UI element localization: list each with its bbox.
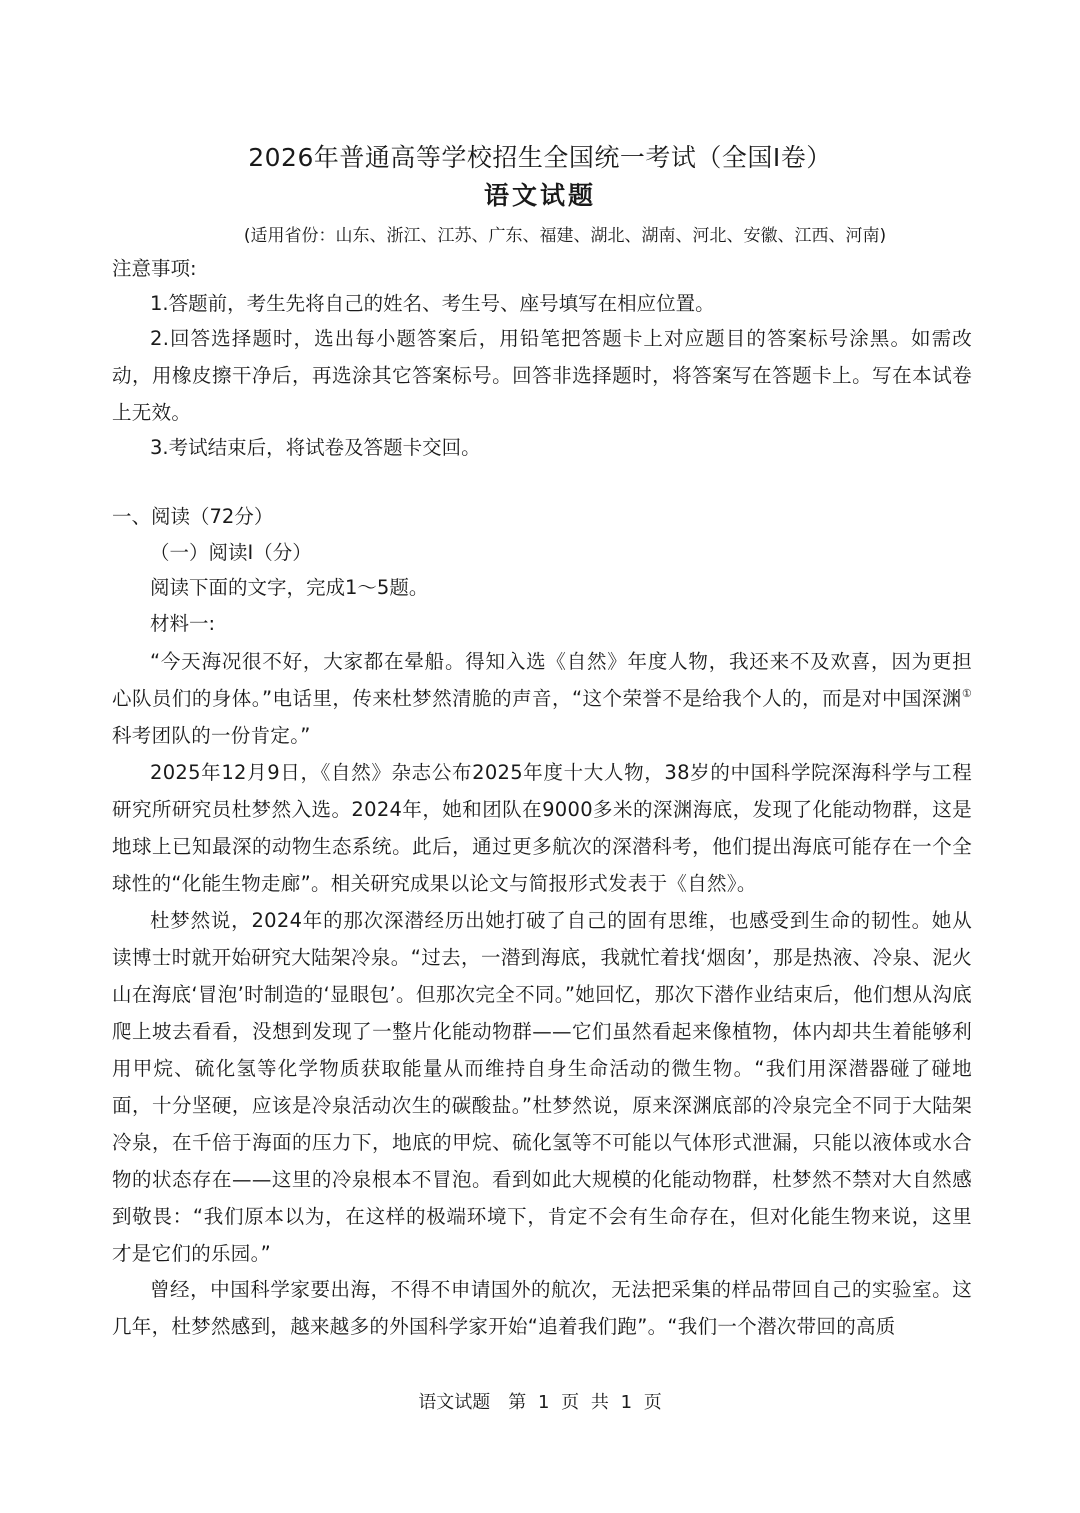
passage-p1-text-end: 科考团队的一份肯定。” — [112, 724, 311, 747]
page-footer: 语文试题 第 1 页 共 1 页 — [418, 1392, 662, 1413]
passage-paragraph-3: 杜梦然说，2024年的那次深潜经历出她打破了自己的固有思维，也感受到生命的韧性。她从读博士时就开始研究大陆架冷泉。“过去，一潜到海底，我就忙着找‘烟囱’，那是热液、冷泉、泥火山在海底‘冒泡’时制造的‘显眼包’。但那次完全不同。”她回忆，那次下潜作业结束后，他们想从沟底爬上坡去看看，没想到发现了一整片化能动物群——它们虽然看起来像植物，体内却共生着能够利用甲烷、硫化氢等化学物质获取能量从而维持自身生命活动的微生物。“我们用深潜器碰了碰地面，十分坚硬，应该是冷泉活动次生的碳酸盐。”杜梦然说，原来深渊底部的冷泉完全不同于大陆架冷泉，在千倍于海面的压力下，地底的甲烷、硫化氢等不可能以气体形式泄漏，只能以液体或水合物的状态存在——这里的冷泉根本不冒泡。看到如此大规模的化能动物群，杜梦然不禁对大自然感到敬畏：“我们原本以为，在这样的极端环境下，肯定不会有生命存在，但对化能生物来说，这里才是它们的乐园。” — [112, 909, 972, 1265]
passage-p1-text: “今天海况很不好，大家都在晕船。得知入选《自然》年度人物，我还来不及欢喜，因为更担心队员们的身体。”电话里，传来杜梦然清脆的声音，“这个荣誉不是给我个人的，而是对中国深渊 — [112, 650, 972, 710]
section-heading: 一、阅读（72分） — [112, 505, 274, 528]
passage-paragraph-4: 曾经，中国科学家要出海，不得不申请国外的航次，无法把采集的样品带回自己的实验室。这几年，杜梦然感到，越来越多的外国科学家开始“追着我们跑”。“我们一个潜次带回的高质 — [112, 1278, 972, 1338]
passage-paragraph-2: 2025年12月9日，《自然》杂志公布2025年度十大人物，38岁的中国科学院深海科学与工程研究所研究员杜梦然入选。2024年，她和团队在9000多米的深渊海底，发现了化能动物群，这是地球上已知最深的动物生态系统。此后，通过更多航次的深潜科考，他们提出海底可能存在一个全球性的“化能生物走廊”。相关研究成果以论文与简报形式发表于《自然》。 — [112, 761, 972, 895]
reading-instruction: 阅读下面的文字，完成1～5题。 — [150, 576, 429, 599]
exam-subject-title: 语文试题 — [483, 181, 596, 210]
notice-item-1: 1.答题前，考生先将自己的姓名、考生号、座号填写在相应位置。 — [150, 292, 715, 315]
notice-heading: 注意事项: — [112, 257, 197, 280]
sub-section-heading: （一）阅读Ⅰ（分） — [150, 541, 312, 564]
exam-title: 2026年普通高等学校招生全国统一考试（全国Ⅰ卷） — [248, 143, 832, 172]
material-label: 材料一: — [150, 612, 216, 635]
passage-paragraph-1 — [112, 643, 972, 754]
notice-item-3: 3.考试结束后，将试卷及答题卡交回。 — [150, 436, 481, 459]
notice-item-2: 2.回答选择题时，选出每小题答案后，用铅笔把答题卡上对应题目的答案标号涂黑。如需改动，用橡皮擦干净后，再选涂其它答案标号。回答非选择题时，将答案写在答题卡上。写在本试卷上无效。 — [112, 327, 972, 424]
footnote-marker: ① — [961, 687, 972, 700]
applicable-provinces: (适用省份：山东、浙江、江苏、广东、福建、湖北、湖南、河北、安徽、江西、河南) — [243, 226, 887, 246]
